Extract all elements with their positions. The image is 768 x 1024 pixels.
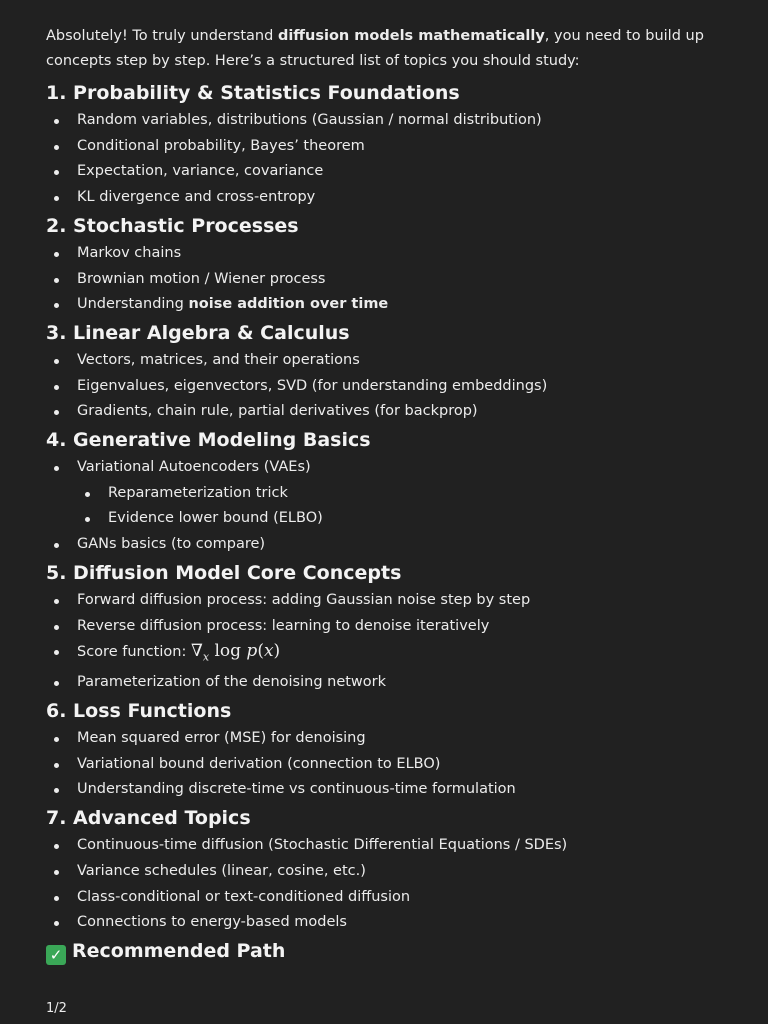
section-heading-advanced: 7. Advanced Topics <box>46 807 251 830</box>
list-item: Variational bound derivation (connection to ELBO) <box>46 752 736 778</box>
list-item-text: Score function: <box>77 644 191 661</box>
list-item: Variance schedules (linear, cosine, etc.) <box>46 859 736 885</box>
section-heading-recommended <box>46 936 736 966</box>
formula-log: log <box>209 641 247 662</box>
section-list-diffusion-core <box>46 588 736 696</box>
list-item: Eigenvalues, eigenvectors, SVD (for understanding embeddings) <box>46 374 736 400</box>
list-item: GANs basics (to compare) <box>46 532 736 558</box>
list-item: Understanding discrete-time vs continuous-time formulation <box>46 777 736 803</box>
section-heading-probability: 1. Probability & Statistics Foundations <box>46 82 460 104</box>
section-list-probability <box>46 108 736 211</box>
message-content <box>46 24 736 966</box>
list-item: Reverse diffusion process: learning to denoise iteratively <box>46 614 736 640</box>
intro-text: Absolutely! To truly understand <box>46 28 278 44</box>
score-function-formula <box>190 641 281 664</box>
intro-bold-text: diffusion models mathematically <box>277 28 545 44</box>
formula-open-paren: ( <box>257 641 264 662</box>
list-item: KL divergence and cross-entropy <box>46 185 736 211</box>
list-item: Mean squared error (MSE) for denoising <box>46 726 736 752</box>
list-item: Random variables, distributions (Gaussian / normal distribution) <box>46 108 736 134</box>
list-item: Continuous-time diffusion (Stochastic Differential Equations / SDEs) <box>46 833 736 859</box>
section-heading-generative: 4. Generative Modeling Basics <box>46 429 371 452</box>
list-item: Markov chains <box>46 241 736 267</box>
section-heading-stochastic: 2. Stochastic Processes <box>46 214 299 237</box>
list-item: Conditional probability, Bayes’ theorem <box>46 134 736 160</box>
intro-paragraph <box>46 24 736 74</box>
section-list-linear-algebra <box>46 348 736 425</box>
formula-close-paren: ) <box>273 641 281 662</box>
list-item: Vectors, matrices, and their operations <box>46 348 736 374</box>
formula-x: x <box>263 641 274 662</box>
section-heading-linear-algebra: 3. Linear Algebra & Calculus <box>46 321 350 344</box>
list-item: Class-conditional or text-conditioned diffusion <box>46 885 736 911</box>
list-item: Brownian motion / Wiener process <box>46 267 736 293</box>
list-item-bold-text: noise addition over time <box>188 296 389 313</box>
list-item: Connections to energy-based models <box>46 910 736 936</box>
list-item: Forward diffusion process: adding Gaussian noise step by step <box>46 588 736 614</box>
section-list-generative <box>46 455 736 558</box>
sub-list-item: Reparameterization trick <box>46 481 736 507</box>
recommended-title: Recommended Path <box>72 939 286 962</box>
section-list-advanced <box>46 833 736 936</box>
list-item <box>46 639 736 670</box>
section-heading-loss: 6. Loss Functions <box>46 700 232 723</box>
list-item-text: Understanding <box>77 296 189 313</box>
check-mark-icon: ✓ <box>46 945 66 965</box>
list-item: Variational Autoencoders (VAEs) <box>46 455 736 481</box>
intro-text-end: , you need to build up concepts step by step. Here’s a structured list of topics you should study: <box>46 28 704 69</box>
list-item: Expectation, variance, covariance <box>46 159 736 185</box>
formula-p: p <box>246 641 258 662</box>
list-item <box>46 292 736 318</box>
sub-list-item: Evidence lower bound (ELBO) <box>46 506 736 532</box>
response-pagination[interactable]: 1/2 <box>46 1001 67 1016</box>
nabla-symbol: ∇ <box>190 641 203 662</box>
section-list-stochastic <box>46 241 736 318</box>
list-item: Parameterization of the denoising network <box>46 670 736 696</box>
list-item: Gradients, chain rule, partial derivatives (for backprop) <box>46 399 736 425</box>
section-list-loss <box>46 726 736 803</box>
section-heading-diffusion-core: 5. Diffusion Model Core Concepts <box>46 561 402 584</box>
formula-subscript: x <box>202 650 210 664</box>
